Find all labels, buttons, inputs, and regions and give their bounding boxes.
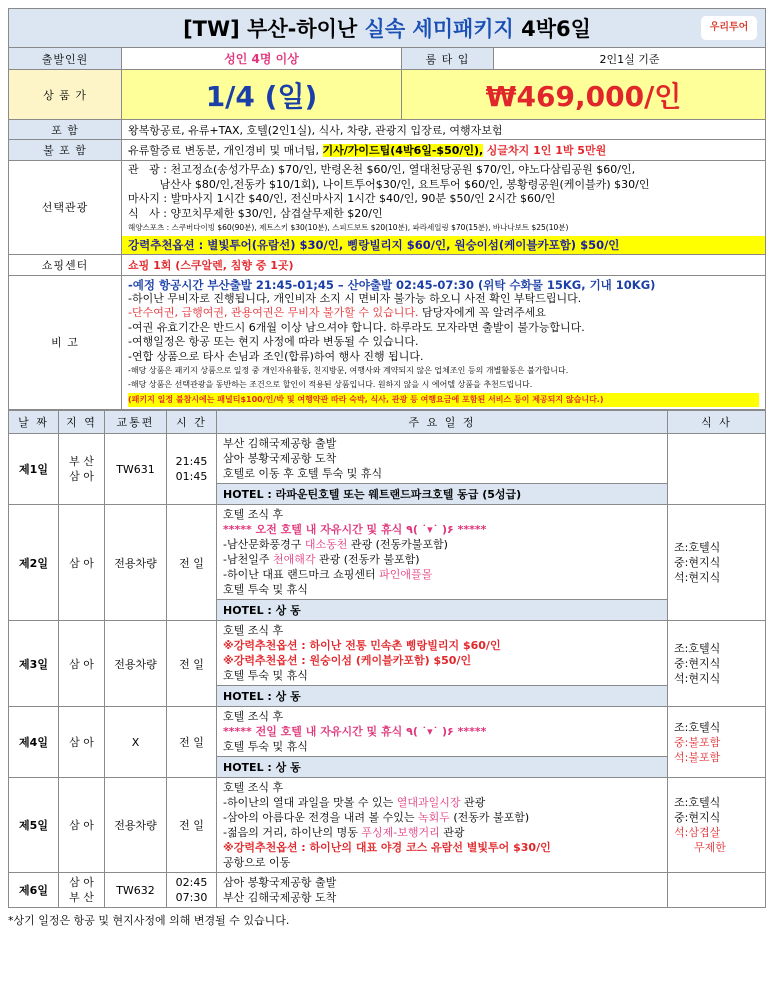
remark-line: -여행일정은 항공 또는 현지 사정에 따라 변동될 수 있습니다.	[128, 335, 419, 349]
remark-line: -해당 상품은 패키지 상품으로 일정 중 개인자유활동, 친지방문, 여행사와 계약되지 않은 업체조인 등의 개별활동은 불가합니다.	[128, 365, 569, 375]
header-date: 날 짜	[9, 411, 59, 434]
day-meals: 조:호텔식 중:현지식 석:현지식	[668, 505, 766, 621]
day-region: 삼 아	[59, 505, 105, 621]
day-region: 삼 아	[59, 621, 105, 707]
day-time: 전 일	[167, 505, 217, 621]
title-prefix: [TW]	[183, 17, 240, 41]
option-line: 마사지 : 발마사지 1시간 $40/인, 전신마사지 1시간 $40/인, 90분 $50/인 2시간 $60/인	[128, 192, 556, 205]
day-hotel: HOTEL : 상 동	[217, 757, 668, 778]
remarks-list	[122, 275, 766, 410]
day-activities: 호텔 조식 후 ※강력추천옵션 : 하이난 전통 민속촌 삥랑빌리지 $60/인 ※강력추천옵션 : 원숭이섬 (케이블카포함) $50/인 호텔 투숙 및 휴식	[217, 621, 668, 686]
shopping-value: 쇼핑 1회 (스쿠알렌, 침향 중 1곳)	[122, 254, 766, 275]
remark-line: -연합 상품으로 타사 손님과 조인(합류)하여 행사 진행 됩니다.	[128, 349, 424, 363]
option-line: 관 광 : 천고정쇼(송성가무쇼) $70/인, 반령온천 $60/인, 열대천당공원 $70/인, 야노다삼림공원 $60/인,	[128, 163, 636, 176]
title-highlight: 실속 세미패키지	[364, 17, 514, 41]
sports-line: 해양스포츠 : 스쿠버다이빙 $60(90분), 제트스키 $30(10분), 스피드보트 $20(10분), 파라세일링 $70(15분), 바나나보트 $25(10분)	[128, 223, 569, 232]
day-time: 전 일	[167, 778, 217, 873]
title-main: 부산-하이난	[247, 17, 358, 41]
day-transport: 전용차량	[105, 778, 167, 873]
flight-info: -예정 항공시간 부산출발 21:45-01;45 – 산야출발 02:45-07:30 (위탁 수화물 15KG, 기내 10KG)	[128, 277, 656, 292]
day-meals: 조:호텔식 중:불포함 석:불포함	[668, 707, 766, 778]
table-row	[9, 873, 766, 908]
footnote: *상기 일정은 항공 및 현지사정에 의해 변경될 수 있습니다.	[8, 914, 290, 928]
price-label: 상 품 가	[9, 70, 122, 120]
day-meals: 조:호텔식 중:현지식 석:삼겹살 무제한	[668, 778, 766, 873]
price-value: ₩469,000/인	[402, 70, 766, 120]
day-time: 02:45 07:30	[167, 873, 217, 908]
options-list	[122, 161, 766, 255]
day-time: 전 일	[167, 621, 217, 707]
day-region: 삼 아	[59, 778, 105, 873]
remark-line: -여권 유효기간은 반드시 6개월 이상 남으셔야 합니다. 하루라도 모자라면 출발이 불가능합니다.	[128, 320, 585, 334]
day-hotel: HOTEL : 상 동	[217, 686, 668, 707]
remark-line: -단수여권, 급행여권, 관용여권은 무비자 불가할 수 있습니다. 담당자에게 꼭 알려주세요	[128, 306, 546, 320]
schedule-header	[9, 411, 766, 434]
day-label: 제6일	[9, 873, 59, 908]
day-activities: 삼아 봉황국제공항 출발 부산 김해국제공항 도착	[217, 873, 668, 908]
departure-value: 성인 4명 이상	[122, 48, 402, 70]
day-label: 제5일	[9, 778, 59, 873]
day-meals: 조:호텔식 중:현지식 석:현지식	[668, 621, 766, 707]
option-line: 남산사 $80/인,전동카 $10/1회), 나이트투어$30/인, 요트투어 $60/인, 봉황령공원(케이블카) $30/인	[128, 177, 650, 191]
header-table	[8, 8, 766, 410]
option-line: 식 사 : 양꼬치무제한 $30/인, 삼겹살무제한 $20/인	[128, 206, 383, 220]
departure-date: 1/4 (일)	[122, 70, 402, 120]
title-suffix: 4박6일	[521, 17, 591, 41]
day-hotel: HOTEL : 상 동	[217, 600, 668, 621]
penalty-note: (패키지 일정 불참시에는 패널티$100/인/박 및 여행약관 따라 숙박, 식사, 관광 등 여행요금에 포함된 서비스 등이 제공되지 않습니다.)	[128, 393, 759, 407]
day-meals	[668, 434, 766, 505]
include-label: 포 함	[9, 120, 122, 140]
table-row	[9, 778, 766, 873]
day-label: 제2일	[9, 505, 59, 621]
day-meals	[668, 873, 766, 908]
remark-line: -해당 상품은 선택관광을 동반하는 조건으로 할인이 적용된 상품입니다. 원하지 않을 시 에어텔 상품을 추천드립니다.	[128, 380, 533, 390]
exclude-label: 불 포 함	[9, 140, 122, 161]
exclude-value: 유류할증료 변동분, 개인경비 및 매너팁, 기사/가이드팁(4박6일-$50/인), 싱글차지 1인 1박 5만원	[122, 140, 766, 161]
header-transport: 교통편	[105, 411, 167, 434]
day-time: 전 일	[167, 707, 217, 778]
brand-logo: 우리투어	[701, 16, 757, 40]
shopping-label: 쇼핑센터	[9, 254, 122, 275]
header-time: 시 간	[167, 411, 217, 434]
table-row	[9, 434, 766, 484]
day-label: 제4일	[9, 707, 59, 778]
day-hotel: HOTEL : 라파운틴호텔 또는 웨트랜드파크호텔 동급 (5성급)	[217, 484, 668, 505]
day-region: 삼 아	[59, 707, 105, 778]
single-charge: 싱글차지 1인 1박 5만원	[486, 144, 607, 157]
remarks-label: 비 고	[9, 275, 122, 410]
day-label: 제1일	[9, 434, 59, 505]
day-activities: 부산 김해국제공항 출발 삼아 봉황국제공항 도착 호텔로 이동 후 호텔 투숙 및 휴식	[217, 434, 668, 484]
header-itinerary: 주 요 일 정	[217, 411, 668, 434]
header-meals: 식 사	[668, 411, 766, 434]
day-region: 부 산 삼 아	[59, 434, 105, 505]
include-value: 왕복항공료, 유류+TAX, 호텔(2인1실), 식사, 차량, 관광지 입장료, 여행자보험	[122, 120, 766, 140]
table-row	[9, 621, 766, 686]
day-transport: TW632	[105, 873, 167, 908]
day-activities: 호텔 조식 후 ***** 전일 호텔 내 자유시간 및 휴식 ٩( ˙▾˙ )۶ ***** 호텔 투숙 및 휴식	[217, 707, 668, 757]
table-row	[9, 707, 766, 757]
day-region: 삼 아 부 산	[59, 873, 105, 908]
itinerary-page	[8, 8, 765, 928]
day-transport: 전용차량	[105, 621, 167, 707]
recommend-line: 강력추천옵션 : 별빛투어(유람선) $30/인, 삥랑빌리지 $60/인, 원숭이섬(케이블카포함) $50/인	[122, 236, 765, 254]
day-transport: 전용차량	[105, 505, 167, 621]
tip-highlight: 기사/가이드팁(4박6일-$50/인),	[322, 144, 484, 157]
schedule-table	[8, 410, 766, 908]
day-transport: TW631	[105, 434, 167, 505]
options-label: 선택관광	[9, 161, 122, 255]
table-row	[9, 505, 766, 600]
day-label: 제3일	[9, 621, 59, 707]
room-value: 2인1실 기준	[494, 48, 766, 70]
day-transport: X	[105, 707, 167, 778]
header-region: 지 역	[59, 411, 105, 434]
day-activities: 호텔 조식 후 -하이난의 열대 과일을 맛볼 수 있는 열대과일시장 관광 -삼아의 아름다운 전경을 내려 볼 수있는 녹회두 (전동카 불포함) -젊음의 거리, 하이난의 명동 푸싱제-보행거리 관광 ※강력추천옵션 : 하이난의 대표 야경 코스 유람선 별빛투어 $30/인 공항으로 이동	[217, 778, 668, 873]
departure-label: 출발인원	[9, 48, 122, 70]
page-title	[9, 9, 766, 48]
day-time: 21:45 01:45	[167, 434, 217, 505]
room-label: 룸 타 입	[402, 48, 494, 70]
day-activities: 호텔 조식 후 ***** 오전 호텔 내 자유시간 및 휴식 ٩( ˙▾˙ )۶ ***** -남산문화풍경구 대소동천 관광 (전동카불포함) -남천일주 천애해각 관광 (전동카 불포함) -하이난 대표 랜드마크 쇼핑센터 파인애플몰 호텔 투숙 및 휴식	[217, 505, 668, 600]
remark-line: -하이난 무비자로 진행됩니다, 개인비자 소지 시 면비자 불가능 하오니 사전 확인 부탁드립니다.	[128, 291, 582, 305]
